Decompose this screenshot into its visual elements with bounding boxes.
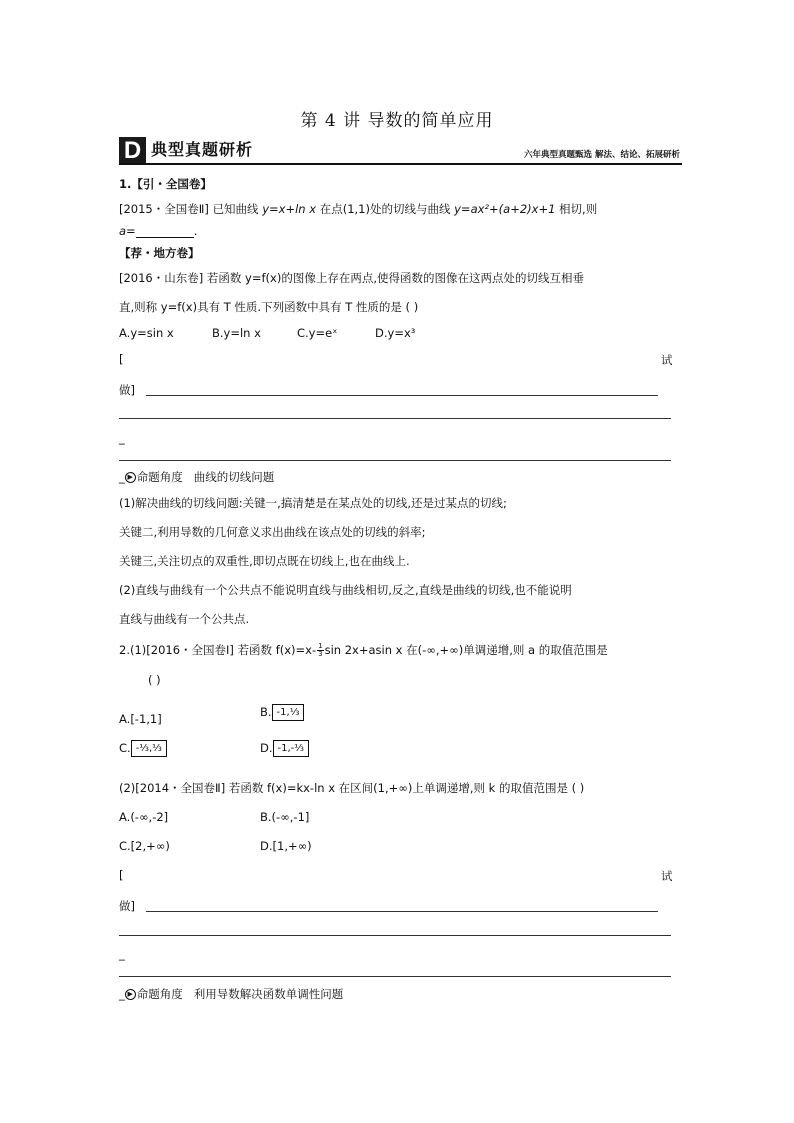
q2-option-d-label: D. <box>260 741 273 755</box>
q1-option-c: C.y=eˣ <box>297 326 338 340</box>
angle2-header <box>119 986 343 1002</box>
q2-frac-num: 1 <box>318 642 323 650</box>
q1-text-c: 在点(1,1)处的切线与曲线 <box>316 202 455 216</box>
q1-curve2: y=ax²+(a+2)x+1 <box>454 202 556 216</box>
angle1-header <box>119 469 274 485</box>
q2-option-b <box>260 704 304 721</box>
try2-line-3[interactable] <box>119 976 671 977</box>
q2-option-c <box>119 740 167 757</box>
q2-paren: ( ) <box>148 673 161 687</box>
q1-period: . <box>193 224 198 238</box>
page-title: 第 4 讲 导数的简单应用 <box>300 111 494 131</box>
try2-bracket: [ <box>119 868 124 882</box>
q1-sub-line1 <box>119 270 584 286</box>
try1-label-left: 做] <box>119 383 135 397</box>
q2-p2-option-b: B.(-∞,-1] <box>260 810 310 824</box>
try2-label-right: 试 <box>661 869 673 883</box>
q2-p2-option-d: D.[1,+∞) <box>260 839 312 853</box>
q1-sub-source: [2016・山东卷] <box>119 271 204 285</box>
q2-option-c-label: C. <box>119 741 131 755</box>
play-circle-icon: ▶ <box>125 989 136 1000</box>
q1-recommend: 【荐・地方卷】 <box>119 246 200 260</box>
q2-line1 <box>119 642 608 658</box>
q1-label: 1.【引・全国卷】 <box>119 177 212 191</box>
angle1-p5: 直线与曲线有一个公共点. <box>119 612 250 626</box>
q1-text-e: 相切,则 <box>555 202 598 216</box>
try1-bracket: [ <box>119 352 124 366</box>
q2-text-a: 若函数 f(x)=x- <box>237 643 317 657</box>
q1-sub-line2: 直,则称 y=f(x)具有 T 性质.下列函数中具有 T 性质的是 ( ) <box>119 300 419 314</box>
section-title: 典型真题研析 <box>151 140 254 159</box>
try1-line-1[interactable] <box>146 395 658 396</box>
q1-sub-text1: 若函数 y=f(x)的图像上存在两点,使得函数的图像在这两点处的切线互相垂 <box>206 271 584 285</box>
angle2-underscore: _ <box>119 987 125 1001</box>
q2-part2: (2)[2014・全国卷Ⅱ] 若函数 f(x)=kx-ln x 在区间(1,+∞)上单调递增,则 k 的取值范围是 ( ) <box>119 781 585 795</box>
q2-option-d-interval: -1,-⅓ <box>273 740 309 757</box>
q2-option-a: A.[-1,1] <box>119 712 162 726</box>
try1-line-2[interactable] <box>119 418 671 419</box>
q2-option-c-interval: -⅓,⅓ <box>131 740 167 757</box>
try2-label-left: 做] <box>119 899 135 913</box>
q2-text-b: sin 2x+asin x 在(-∞,+∞)单调递增,则 a 的取值范围是 <box>324 643 608 657</box>
angle1-p1: (1)解决曲线的切线问题:关键一,搞清楚是在某点处的切线,还是过某点的切线; <box>119 496 507 510</box>
angle1-p4: (2)直线与曲线有一个公共点不能说明直线与曲线相切,反之,直线是曲线的切线,也不能说明 <box>119 583 572 597</box>
try1-dash: _ <box>119 431 125 445</box>
q2-option-b-interval: -1,⅓ <box>272 704 305 721</box>
angle2-label: 命题角度 <box>136 987 183 1001</box>
section-badge: D <box>119 137 146 164</box>
section-rule <box>119 163 682 165</box>
try2-line-1[interactable] <box>146 911 658 912</box>
angle1-label: 命题角度 <box>136 470 183 484</box>
q1-line2 <box>119 224 197 238</box>
q2-frac-den: 3 <box>318 650 323 658</box>
try1-label-right: 试 <box>661 353 673 367</box>
q2-p2-option-c: C.[2,+∞) <box>119 839 170 853</box>
q1-option-a: A.y=sin x <box>119 326 174 340</box>
q1-option-d: D.y=x³ <box>375 326 416 340</box>
try2-dash: _ <box>119 947 125 961</box>
q2-option-d <box>260 740 309 757</box>
angle1-underscore: _ <box>119 470 125 484</box>
angle1-topic: 曲线的切线问题 <box>193 470 275 484</box>
angle1-p2: 关键二,利用导数的几何意义求出曲线在该点处的切线的斜率; <box>119 525 426 539</box>
play-circle-icon: ▶ <box>125 472 136 483</box>
q1-option-b: B.y=ln x <box>212 326 261 340</box>
q1-answer-var: a= <box>119 224 136 238</box>
section-subtitle: 六年典型真题甄选 解法、结论、拓展研析 <box>524 150 680 160</box>
try1-line-3[interactable] <box>119 460 671 461</box>
q1-text <box>119 201 597 217</box>
q2-p2-option-a: A.(-∞,-2] <box>119 810 169 824</box>
q2-option-b-label: B. <box>260 705 272 719</box>
q1-curve1: y=x+ln x <box>262 202 317 216</box>
q2-fraction <box>317 643 323 658</box>
q1-text-a: 已知曲线 <box>212 202 263 216</box>
angle2-topic: 利用导数解决函数单调性问题 <box>193 987 344 1001</box>
q1-source: [2015・全国卷Ⅱ] <box>119 202 209 216</box>
angle1-p3: 关键三,关注切点的双重性,即切点既在切线上,也在曲线上. <box>119 554 410 568</box>
try2-line-2[interactable] <box>119 935 671 936</box>
q2-label: 2.(1)[2016・全国卷Ⅰ] <box>119 643 234 657</box>
q1-answer-blank[interactable] <box>136 226 194 238</box>
